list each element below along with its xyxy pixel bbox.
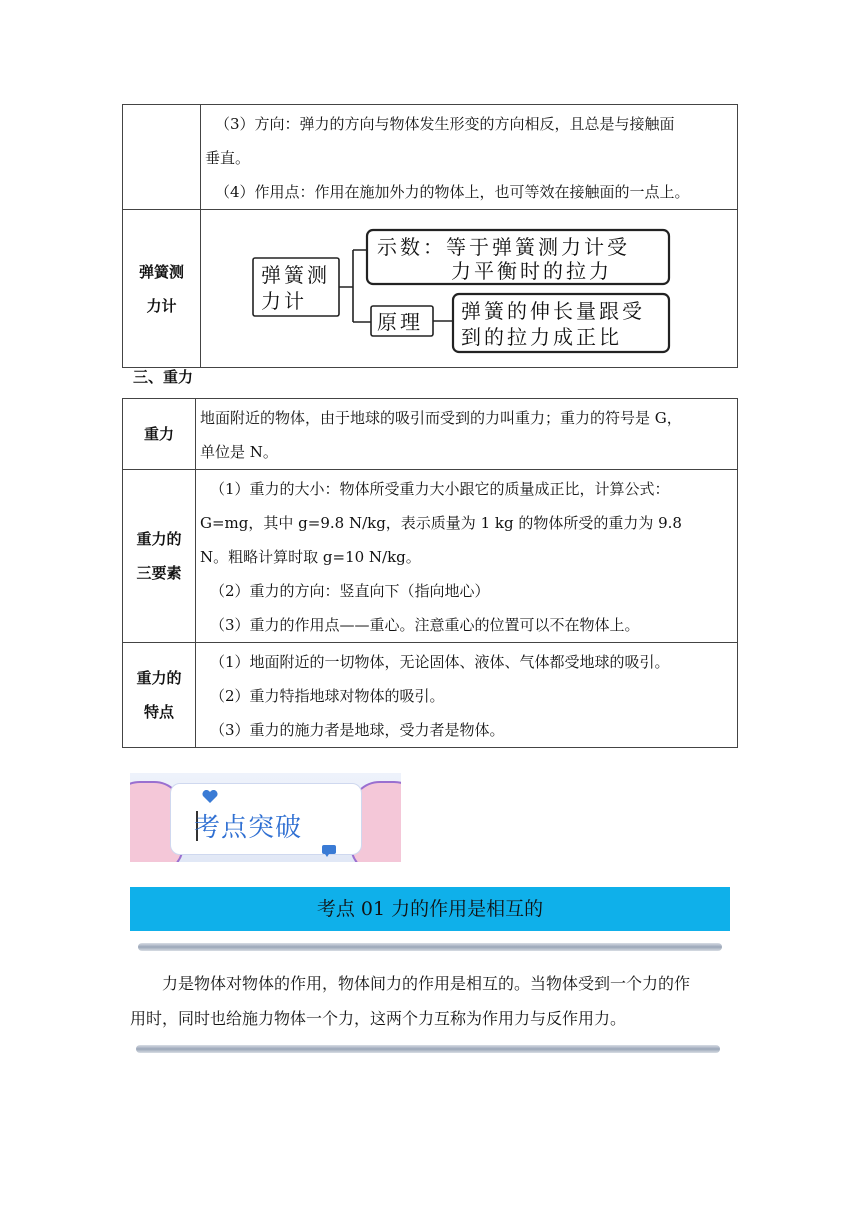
content-line: （3）重力的作用点——重心。注意重心的位置可以不在物体上。 [210,616,640,634]
spring-scale-concept-map [201,210,737,366]
elastic-force-table [122,104,738,368]
spring-scale-label: 弹簧测 力计 [123,210,201,368]
content-line: G=mg，其中 g=9.8 N/kg，表示质量为 1 kg 的物体所受的重力为 9.8 [200,514,682,532]
root-node-line: 力计 [261,289,307,313]
content-line: （1）重力的大小：物体所受重力大小跟它的质量成正比，计算公式： [210,480,670,498]
reading-node-line: 力平衡时的拉力 [451,259,612,283]
root-node-line: 弹簧测 [261,263,330,287]
characteristics-cell [196,643,738,748]
principle-node: 原理 [377,310,423,334]
gravity-definition-cell [196,399,738,470]
empty-label-cell [123,105,201,210]
content-line: （2）重力的方向：竖直向下（指向地心） [210,582,490,600]
banner-title: 考点突破 [194,813,303,843]
content-line: （1）地面附近的一切物体，无论固体、液体、气体都受地球的吸引。 [210,653,670,671]
content-line: 垂直。 [205,149,251,167]
divider-rule-bottom [136,1045,720,1053]
content-line: （3）重力的施力者是地球，受力者是物体。 [210,721,505,739]
content-line: （4）作用点：作用在施加外力的物体上，也可等效在接触面的一点上。 [215,183,690,201]
kaodian-heading: 考点 01 力的作用是相互的 [130,887,730,931]
three-elements-label: 重力的 三要素 [123,470,196,643]
content-line: 单位是 N。 [200,443,278,461]
paragraph-line: 用时，同时也给施力物体一个力，这两个力互称为作用力与反作用力。 [130,1009,627,1028]
direction-point-cell [201,105,738,210]
content-line: （3）方向：弹力的方向与物体发生形变的方向相反，且总是与接触面 [215,115,675,133]
principle-detail-line: 弹簧的伸长量跟受 [461,299,645,323]
content-line: 地面附近的物体，由于地球的吸引而受到的力叫重力；重力的符号是 G， [200,409,682,427]
breakthrough-banner [130,773,401,862]
section-title: 三、重力 [133,368,194,386]
spring-scale-diagram-cell [201,210,738,368]
reading-node-line: 示数：等于弹簧测力计受 [377,235,630,259]
body-paragraph [130,966,730,1036]
content-line: （2）重力特指地球对物体的吸引。 [210,687,445,705]
paragraph-line: 力是物体对物体的作用，物体间力的作用是相互的。当物体受到一个力的作 [162,974,691,993]
three-elements-cell [196,470,738,643]
divider-rule-top [138,943,722,951]
characteristics-label: 重力的 特点 [123,643,196,748]
gravity-table [122,398,738,748]
principle-detail-line: 到的拉力成正比 [461,325,622,349]
gravity-label: 重力 [123,399,196,470]
chat-bubble-icon [322,845,336,857]
heart-icon [202,790,218,804]
content-line: N。粗略计算时取 g=10 N/kg。 [200,548,421,566]
